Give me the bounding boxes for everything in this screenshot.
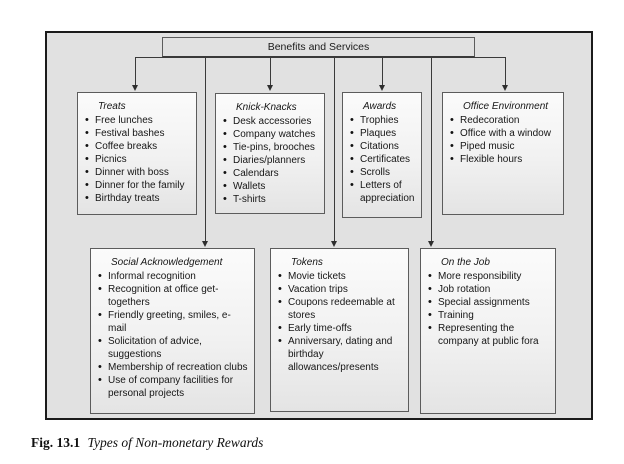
list-item: • T-shirts <box>223 193 319 206</box>
list-item: • Company watches <box>223 128 319 141</box>
node-item-list <box>450 114 558 166</box>
node-title: Tokens <box>291 257 323 268</box>
node-title: Knick-Knacks <box>236 102 297 113</box>
list-item: • Redecoration <box>450 114 558 127</box>
list-item: • Wallets <box>223 180 319 193</box>
list-item: • Anniversary, dating and birthday allowances/presents <box>278 335 403 374</box>
list-item: • Representing the company at public fora <box>428 322 550 348</box>
list-item: • Solicitation of advice, suggestions <box>98 335 249 361</box>
node-item-list <box>223 115 319 206</box>
list-item: • Membership of recreation clubs <box>98 361 249 374</box>
list-item: • Plaques <box>350 127 416 140</box>
node-office-environment <box>442 92 564 215</box>
list-item: • Scrolls <box>350 166 416 179</box>
list-item: • Dinner with boss <box>85 166 191 179</box>
arrowhead-treats <box>132 85 138 91</box>
list-item: • Citations <box>350 140 416 153</box>
list-item: • Office with a window <box>450 127 558 140</box>
connector-drop-on-the-job <box>431 57 432 243</box>
list-item: • Free lunches <box>85 114 191 127</box>
list-item: • Friendly greeting, smiles, e-mail <box>98 309 249 335</box>
list-item: • Recognition at office get-togethers <box>98 283 249 309</box>
list-item: • Desk accessories <box>223 115 319 128</box>
node-title: On the Job <box>441 257 490 268</box>
arrowhead-knick-knacks <box>267 85 273 91</box>
node-item-list <box>278 270 403 374</box>
list-item: • Diaries/planners <box>223 154 319 167</box>
list-item: • Coffee breaks <box>85 140 191 153</box>
list-item: • Special assignments <box>428 296 550 309</box>
list-item: • Early time-offs <box>278 322 403 335</box>
connector-drop-tokens <box>334 57 335 243</box>
list-item: • Use of company facilities for personal projects <box>98 374 249 400</box>
connector-drop-awards <box>382 57 383 87</box>
node-title: Social Acknowledgement <box>111 257 223 268</box>
list-item: • Job rotation <box>428 283 550 296</box>
list-item: • Trophies <box>350 114 416 127</box>
root-node-label: Benefits and Services <box>267 41 370 53</box>
arrowhead-office-environment <box>502 85 508 91</box>
node-item-list <box>350 114 416 205</box>
list-item: • Movie tickets <box>278 270 403 283</box>
node-awards <box>342 92 422 218</box>
list-item: • Birthday treats <box>85 192 191 205</box>
connector-drop-treats <box>135 57 136 87</box>
list-item: • Dinner for the family <box>85 179 191 192</box>
node-title: Awards <box>363 101 397 112</box>
node-title: Office Environment <box>463 101 549 112</box>
diagram-canvas <box>45 31 593 420</box>
list-item: • Letters of appreciation <box>350 179 416 205</box>
connector-trunk <box>135 57 506 58</box>
list-item: • Calendars <box>223 167 319 180</box>
connector-drop-office-environment <box>505 57 506 87</box>
arrowhead-on-the-job <box>428 241 434 247</box>
arrowhead-tokens <box>331 241 337 247</box>
node-treats <box>77 92 197 215</box>
node-item-list <box>85 114 191 205</box>
list-item: • Piped music <box>450 140 558 153</box>
list-item: • Vacation trips <box>278 283 403 296</box>
node-item-list <box>428 270 550 348</box>
connector-drop-knick-knacks <box>270 57 271 87</box>
node-tokens <box>270 248 409 412</box>
connector-drop-social-acknowledgement <box>205 57 206 243</box>
list-item: • Tie-pins, brooches <box>223 141 319 154</box>
list-item: • Picnics <box>85 153 191 166</box>
list-item: • Certificates <box>350 153 416 166</box>
figure-caption-title: Types of Non-monetary Rewards <box>87 435 264 450</box>
arrowhead-social-acknowledgement <box>202 241 208 247</box>
node-social-acknowledgement <box>90 248 255 414</box>
node-title: Treats <box>98 101 126 112</box>
list-item: • More responsibility <box>428 270 550 283</box>
list-item: • Training <box>428 309 550 322</box>
list-item: • Flexible hours <box>450 153 558 166</box>
node-knick-knacks <box>215 93 325 214</box>
root-node-benefits-and-services <box>162 37 475 57</box>
figure-caption <box>31 435 263 451</box>
list-item: • Festival bashes <box>85 127 191 140</box>
arrowhead-awards <box>379 85 385 91</box>
list-item: • Coupons redeemable at stores <box>278 296 403 322</box>
list-item: • Informal recognition <box>98 270 249 283</box>
node-item-list <box>98 270 249 400</box>
node-on-the-job <box>420 248 556 414</box>
figure-caption-number: Fig. 13.1 <box>31 435 81 450</box>
